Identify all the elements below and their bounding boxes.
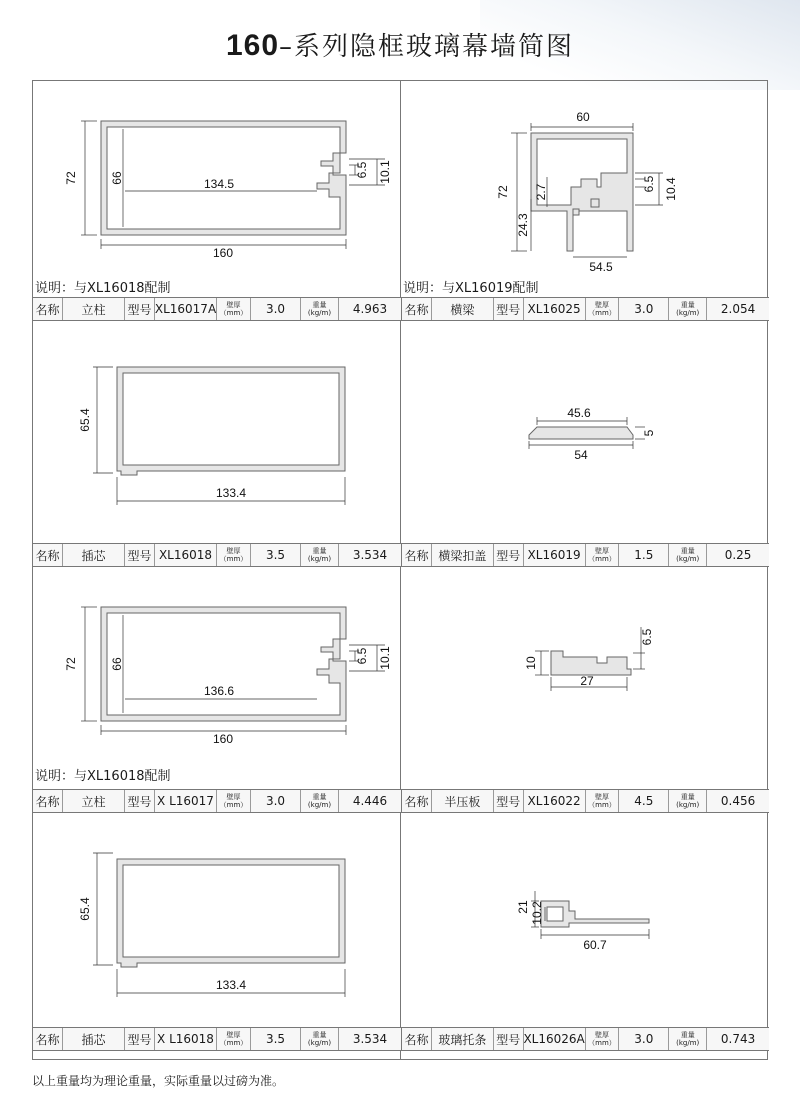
spec-right — [401, 544, 769, 566]
profile-name: 插芯 — [63, 1028, 125, 1050]
weight-value: 3.534 — [352, 548, 388, 562]
thickness-label: 壁厚 （mm） — [217, 790, 251, 812]
weight-label: 重量 (kg/m) — [301, 790, 339, 812]
dim-r3-right-3: 6.5 — [640, 628, 654, 646]
dim-r3-left-3: 136.6 — [203, 684, 235, 698]
title-text: –系列隐框玻璃幕墙简图 — [279, 32, 575, 62]
thickness-value: 3.0 — [251, 298, 301, 320]
profile-name: 玻璃托条 — [432, 1028, 494, 1050]
weight-label: 重量 (kg/m) — [669, 544, 707, 566]
spec-row-3 — [33, 789, 769, 813]
name-label: 名称 — [33, 1028, 63, 1050]
spec-row-4 — [33, 1027, 769, 1051]
page-title — [0, 26, 800, 63]
thickness-label: 壁厚 （mm） — [217, 1028, 251, 1050]
weight-value: 3.534 — [352, 1032, 388, 1046]
dim-r4-right-2: 10.2 — [530, 901, 544, 925]
footer-note: 以上重量均为理论重量，实际重量以过磅为准。 — [32, 1074, 285, 1088]
weight-value: 4.963 — [352, 302, 388, 316]
dim-r2-right-1: 45.6 — [567, 406, 591, 420]
dim-r1-right-4: 24.3 — [516, 213, 530, 237]
weight-value: 4.446 — [352, 794, 388, 808]
catalog-frame — [32, 80, 768, 1060]
name-label: 名称 — [33, 790, 63, 812]
profile-name: 立柱 — [63, 790, 125, 812]
title-number: 160 — [225, 29, 280, 62]
model-label: 型号 — [494, 544, 524, 566]
dim-r1-left-3: 134.5 — [203, 177, 235, 191]
name-label: 名称 — [402, 790, 432, 812]
spec-row-2 — [33, 543, 769, 567]
name-label: 名称 — [33, 298, 63, 320]
dim-r4-left-1: 65.4 — [78, 897, 92, 921]
weight-value: 0.743 — [720, 1032, 756, 1046]
dim-r3-right-1: 10 — [524, 656, 538, 670]
name-label: 名称 — [402, 298, 432, 320]
weight-label: 重量 (kg/m) — [669, 790, 707, 812]
thickness-label: 壁厚 （mm） — [586, 298, 620, 320]
profile-cell-r4-right — [401, 813, 769, 1027]
dim-r2-right-2: 54 — [574, 448, 588, 462]
dim-r3-right-2: 27 — [580, 674, 594, 688]
weight-label: 重量 (kg/m) — [669, 298, 707, 320]
weight-label: 重量 (kg/m) — [301, 298, 339, 320]
profile-drawing-r3-left — [33, 567, 400, 789]
note-r3-left: 说明：与XL16018配制 — [35, 769, 171, 784]
profile-drawing-r2-left — [33, 321, 400, 543]
profile-cell-r3-left — [33, 567, 400, 789]
weight-label: 重量 (kg/m) — [669, 1028, 707, 1050]
profile-cell-r1-right — [401, 81, 769, 296]
model-label: 型号 — [125, 1028, 155, 1050]
dim-r1-left-2: 66 — [110, 171, 124, 185]
model-number: XL16019 — [524, 544, 586, 566]
dim-r1-right-6: 6.5 — [642, 175, 656, 193]
dim-r2-left-1: 65.4 — [78, 408, 92, 432]
model-number: XL16026A — [524, 1028, 586, 1050]
spec-left — [33, 544, 401, 566]
weight-value: 2.054 — [720, 302, 756, 316]
thickness-label: 壁厚 （mm） — [217, 544, 251, 566]
profile-drawing-r2-right — [401, 321, 769, 543]
dim-r1-right-1: 60 — [576, 110, 590, 124]
profile-cell-r2-left — [33, 321, 400, 543]
thickness-value: 3.0 — [619, 298, 669, 320]
thickness-value: 3.0 — [251, 790, 301, 812]
spec-left — [33, 1028, 401, 1050]
dim-r3-left-6: 10.1 — [378, 646, 392, 670]
model-label: 型号 — [494, 298, 524, 320]
profile-drawing-r1-right — [401, 81, 769, 277]
thickness-label: 壁厚 （mm） — [586, 790, 620, 812]
profile-drawing-r1-left — [33, 81, 400, 277]
thickness-label: 壁厚 （mm） — [217, 298, 251, 320]
dim-r1-left-4: 160 — [212, 246, 234, 260]
model-label: 型号 — [494, 790, 524, 812]
profile-name: 插芯 — [63, 544, 125, 566]
thickness-value: 3.5 — [251, 544, 301, 566]
thickness-value: 1.5 — [619, 544, 669, 566]
thickness-label: 壁厚 （mm） — [586, 544, 620, 566]
name-label: 名称 — [33, 544, 63, 566]
weight-label: 重量 (kg/m) — [301, 544, 339, 566]
dim-r1-right-2: 72 — [496, 185, 510, 199]
profile-drawing-r3-right — [401, 567, 769, 789]
thickness-label: 壁厚 （mm） — [586, 1028, 620, 1050]
model-number: X L16018 — [155, 1028, 217, 1050]
thickness-value: 3.5 — [251, 1028, 301, 1050]
model-label: 型号 — [125, 544, 155, 566]
profile-drawing-r4-left — [33, 813, 400, 1027]
profile-cell-r4-left — [33, 813, 400, 1027]
dim-r4-left-2: 133.4 — [215, 978, 247, 992]
name-label: 名称 — [402, 544, 432, 566]
profile-name: 横梁 — [432, 298, 494, 320]
profile-cell-r3-right — [401, 567, 769, 789]
weight-label: 重量 (kg/m) — [301, 1028, 339, 1050]
dim-r3-left-2: 66 — [110, 657, 124, 671]
note-r1-right: 说明：与XL16019配制 — [403, 281, 539, 296]
model-label: 型号 — [125, 298, 155, 320]
spec-row-1 — [33, 297, 769, 321]
dim-r2-left-2: 133.4 — [215, 486, 247, 500]
profile-cell-r1-left — [33, 81, 400, 296]
note-r1-left: 说明：与XL16018配制 — [35, 281, 171, 296]
profile-name: 半压板 — [432, 790, 494, 812]
dim-r1-left-1: 72 — [64, 171, 78, 185]
spec-right — [401, 790, 769, 812]
dim-r1-right-7: 10.4 — [664, 177, 678, 201]
weight-value: 0.456 — [720, 794, 756, 808]
dim-r1-left-6: 10.1 — [378, 160, 392, 184]
spec-left — [33, 790, 401, 812]
thickness-value: 3.0 — [619, 1028, 669, 1050]
dim-r2-right-3: 5 — [642, 429, 656, 437]
weight-value: 0.25 — [724, 548, 752, 562]
model-number: XL16022 — [524, 790, 586, 812]
profile-cell-r2-right — [401, 321, 769, 543]
model-number: XL16017A — [155, 298, 217, 320]
model-number: XL16025 — [524, 298, 586, 320]
spec-right — [401, 298, 769, 320]
dim-r3-left-5: 6.5 — [355, 647, 369, 665]
model-number: X L16017 — [155, 790, 217, 812]
dim-r3-left-4: 160 — [212, 732, 234, 746]
model-label: 型号 — [125, 790, 155, 812]
spec-right — [401, 1028, 769, 1050]
profile-name: 横梁扣盖 — [432, 544, 494, 566]
profile-drawing-r4-right — [401, 813, 769, 1027]
dim-r4-right-3: 60.7 — [583, 938, 607, 952]
spec-left — [33, 298, 401, 320]
name-label: 名称 — [402, 1028, 432, 1050]
dim-r1-left-5: 6.5 — [355, 161, 369, 179]
dim-r1-right-3: 2.7 — [534, 183, 548, 201]
thickness-value: 4.5 — [619, 790, 669, 812]
model-number: XL16018 — [155, 544, 217, 566]
dim-r1-right-5: 54.5 — [589, 260, 613, 274]
dim-r3-left-1: 72 — [64, 657, 78, 671]
dim-r4-right-1: 21 — [516, 900, 530, 914]
model-label: 型号 — [494, 1028, 524, 1050]
profile-name: 立柱 — [63, 298, 125, 320]
